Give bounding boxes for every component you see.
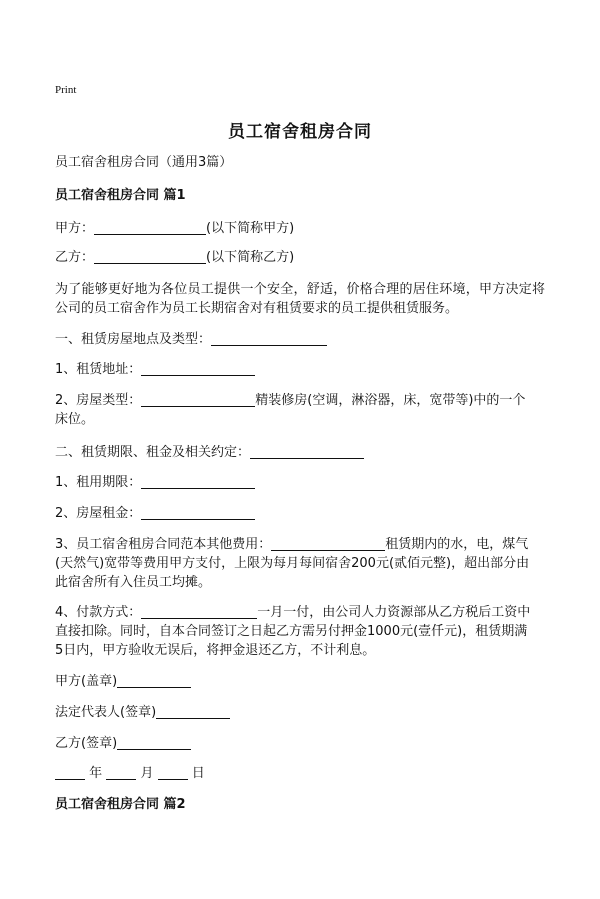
- year-label: 年: [89, 766, 103, 781]
- payment-blank: [141, 604, 257, 619]
- other-fees-blank: [271, 536, 385, 551]
- house-type-suffix: 精装修房(空调，淋浴器，床，宽带等)中的一个: [255, 393, 526, 408]
- party-b-label: 乙方：: [55, 250, 95, 265]
- payment-suffix: 一月一付，由公司人力资源部从乙方税后工资中: [257, 605, 531, 620]
- party-b-blank: [94, 249, 206, 264]
- rent-line: [55, 504, 255, 523]
- party-a-blank: [94, 220, 206, 235]
- month-blank: [106, 765, 136, 780]
- sign-a-blank: [117, 673, 191, 688]
- payment-line-3: 5日内，甲方验收无误后，将押金退还乙方，不计利息。: [55, 643, 376, 658]
- party-b-line: [55, 248, 294, 267]
- document-title: 员工宿舍租房合同: [228, 122, 372, 142]
- other-fees-suffix: 租赁期内的水，电，煤气: [385, 537, 529, 552]
- clause-2-heading: 二、租赁期限、租金及相关约定：: [55, 445, 251, 460]
- sign-a-label: 甲方(盖章): [55, 674, 118, 689]
- rent-label: 2、房屋租金：: [55, 506, 142, 521]
- payment-line: [55, 603, 530, 622]
- party-a-line: [55, 219, 294, 238]
- sign-rep-label: 法定代表人(签章): [55, 705, 157, 720]
- sign-rep-blank: [156, 704, 230, 719]
- address-blank: [141, 361, 255, 376]
- sign-a-line: [55, 672, 191, 691]
- party-a-label: 甲方：: [55, 221, 95, 236]
- party-a-suffix: (以下简称甲方): [206, 221, 295, 236]
- year-blank: [55, 765, 85, 780]
- day-label: 日: [191, 766, 205, 781]
- intro-paragraph: 为了能够更好地为各位员工提供一个安全，舒适，价格合理的居住环境，甲方决定将公司的员工宿舍作为员工长期宿舍对有租赁要求的员工提供租赁服务。: [55, 282, 545, 316]
- payment-prefix: 4、付款方式：: [55, 605, 142, 620]
- clause-1-blank: [211, 331, 327, 346]
- date-line: [55, 764, 205, 783]
- other-fees-line-2: (天然气)宽带等费用甲方支付，上限为每月每间宿舍200元(贰佰元整)，超出部分由: [55, 556, 530, 571]
- sign-rep-line: [55, 703, 230, 722]
- section-1-heading: 员工宿舍租房合同 篇1: [55, 188, 186, 203]
- rent-blank: [141, 505, 255, 520]
- house-type-line-2: 床位。: [55, 412, 95, 427]
- clause-2-blank: [250, 444, 364, 459]
- month-label: 月: [140, 766, 154, 781]
- clause-1-heading: 一、租赁房屋地点及类型：: [55, 332, 212, 347]
- address-line: [55, 360, 255, 379]
- address-label: 1、租赁地址：: [55, 362, 142, 377]
- house-type-label: 2、房屋类型：: [55, 393, 142, 408]
- sign-b-blank: [117, 735, 191, 750]
- term-blank: [141, 474, 255, 489]
- clause-2-line: [55, 443, 364, 462]
- section-2-heading: 员工宿舍租房合同 篇2: [55, 797, 186, 812]
- document-subtitle: 员工宿舍租房合同（通用3篇）: [55, 155, 233, 170]
- house-type-line: [55, 391, 525, 410]
- clause-1-line: [55, 330, 327, 349]
- party-b-suffix: (以下简称乙方): [206, 250, 295, 265]
- payment-line-2: 直接扣除。同时，自本合同签订之日起乙方需另付押金1000元(壹仟元)，租赁期满: [55, 624, 528, 639]
- day-blank: [158, 765, 188, 780]
- term-label: 1、租用期限：: [55, 475, 142, 490]
- sign-b-label: 乙方(签章): [55, 736, 118, 751]
- house-type-blank: [141, 392, 255, 407]
- print-label[interactable]: Print: [55, 84, 77, 96]
- other-fees-prefix: 3、员工宿舍租房合同范本其他费用：: [55, 537, 272, 552]
- sign-b-line: [55, 734, 191, 753]
- other-fees-line: [55, 535, 528, 554]
- other-fees-line-3: 此宿舍所有入住员工均摊。: [55, 575, 212, 590]
- term-line: [55, 473, 255, 492]
